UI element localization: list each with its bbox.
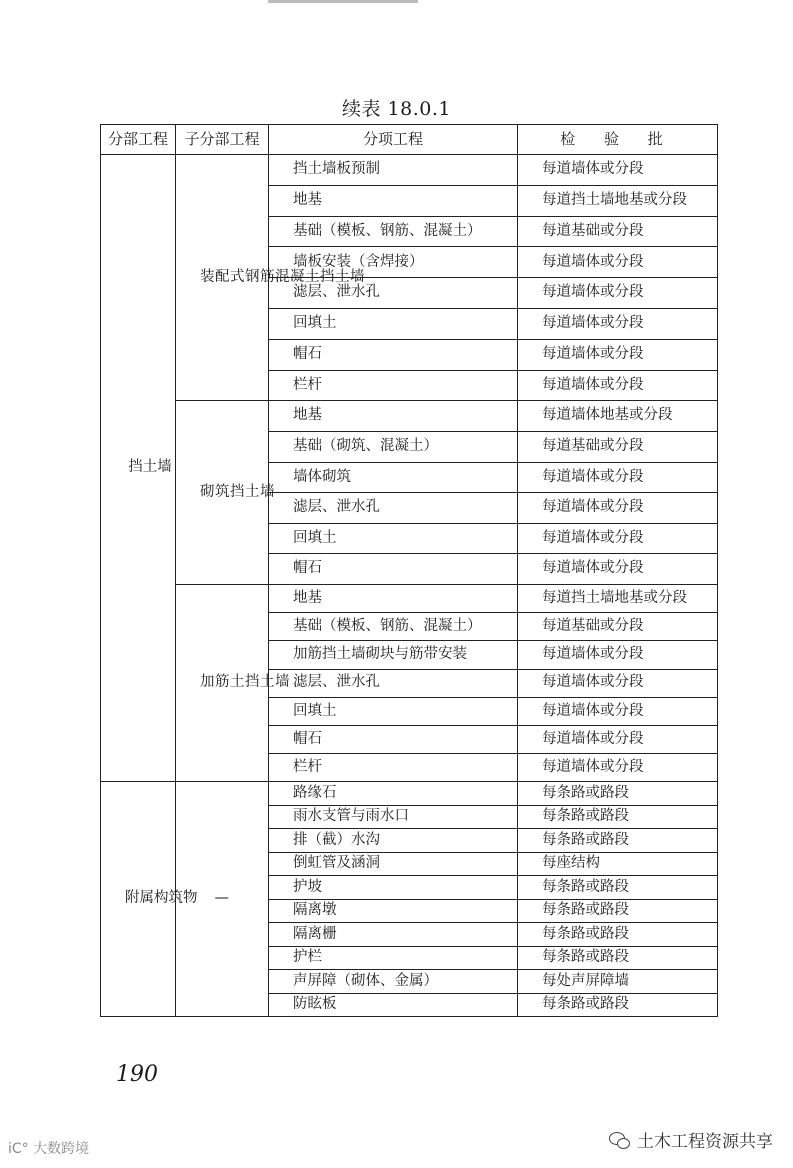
subdivision-cell: — bbox=[176, 782, 269, 1017]
batch-cell: 每道墙体或分段 bbox=[518, 308, 718, 339]
footer-watermark-text: 土木工程资源共享 bbox=[637, 1132, 773, 1152]
subdivision-cell: 加筋土挡土墙 bbox=[176, 584, 269, 781]
item-cell: 墙板安装（含焊接） bbox=[269, 247, 518, 278]
item-cell: 滤层、泄水孔 bbox=[269, 669, 518, 697]
batch-cell: 每条路或路段 bbox=[518, 876, 718, 900]
batch-cell: 每道基础或分段 bbox=[518, 431, 718, 462]
batch-cell: 每道墙体或分段 bbox=[518, 554, 718, 585]
batch-cell: 每道墙体或分段 bbox=[518, 278, 718, 309]
table-header-row bbox=[101, 125, 718, 155]
batch-cell: 每条路或路段 bbox=[518, 782, 718, 806]
item-cell: 地基 bbox=[269, 584, 518, 612]
batch-cell: 每道墙体或分段 bbox=[518, 247, 718, 278]
header-division: 分部工程 bbox=[101, 125, 176, 155]
item-cell: 基础（模板、钢筋、混凝土） bbox=[269, 216, 518, 247]
item-cell: 帽石 bbox=[269, 339, 518, 370]
inspection-batch-table bbox=[100, 124, 718, 1017]
item-cell: 排（截）水沟 bbox=[269, 829, 518, 853]
item-cell: 地基 bbox=[269, 401, 518, 432]
batch-cell: 每条路或路段 bbox=[518, 899, 718, 923]
item-cell: 加筋挡土墙砌块与筋带安装 bbox=[269, 641, 518, 669]
batch-cell: 每道墙体或分段 bbox=[518, 370, 718, 401]
batch-cell: 每道墙体或分段 bbox=[518, 493, 718, 524]
batch-cell: 每道墙体或分段 bbox=[518, 669, 718, 697]
table-row bbox=[101, 401, 718, 432]
item-cell: 滤层、泄水孔 bbox=[269, 493, 518, 524]
item-cell: 雨水支管与雨水口 bbox=[269, 805, 518, 829]
batch-cell: 每道墙体地基或分段 bbox=[518, 401, 718, 432]
batch-cell: 每道墙体或分段 bbox=[518, 155, 718, 186]
item-cell: 帽石 bbox=[269, 725, 518, 753]
item-cell: 基础（模板、钢筋、混凝土） bbox=[269, 613, 518, 641]
batch-cell: 每道墙体或分段 bbox=[518, 725, 718, 753]
batch-cell: 每道挡土墙地基或分段 bbox=[518, 584, 718, 612]
item-cell: 倒虹管及涵洞 bbox=[269, 852, 518, 876]
batch-cell: 每道墙体或分段 bbox=[518, 641, 718, 669]
item-cell: 路缘石 bbox=[269, 782, 518, 806]
batch-cell: 每道墙体或分段 bbox=[518, 339, 718, 370]
batch-cell: 每道墙体或分段 bbox=[518, 462, 718, 493]
footer-watermark-left: iC° 大数跨境 bbox=[8, 1141, 90, 1157]
batch-cell: 每道墙体或分段 bbox=[518, 523, 718, 554]
item-cell: 基础（砌筑、混凝土） bbox=[269, 431, 518, 462]
batch-cell: 每道挡土墙地基或分段 bbox=[518, 185, 718, 216]
batch-cell: 每条路或路段 bbox=[518, 946, 718, 970]
item-cell: 护栏 bbox=[269, 946, 518, 970]
item-cell: 栏杆 bbox=[269, 754, 518, 782]
footer-watermark-right bbox=[609, 1127, 773, 1152]
item-cell: 防眩板 bbox=[269, 993, 518, 1017]
table-row bbox=[101, 155, 718, 186]
item-cell: 隔离栅 bbox=[269, 923, 518, 947]
item-cell: 回填土 bbox=[269, 523, 518, 554]
batch-cell: 每道基础或分段 bbox=[518, 216, 718, 247]
subdivision-cell: 砌筑挡土墙 bbox=[176, 401, 269, 585]
division-cell: 挡土墙 bbox=[101, 155, 176, 782]
item-cell: 隔离墩 bbox=[269, 899, 518, 923]
wechat-icon bbox=[609, 1131, 631, 1149]
batch-cell: 每条路或路段 bbox=[518, 923, 718, 947]
item-cell: 回填土 bbox=[269, 697, 518, 725]
item-cell: 栏杆 bbox=[269, 370, 518, 401]
batch-cell: 每处声屏障墙 bbox=[518, 970, 718, 994]
batch-cell: 每条路或路段 bbox=[518, 829, 718, 853]
header-item: 分项工程 bbox=[269, 125, 518, 155]
item-cell: 滤层、泄水孔 bbox=[269, 278, 518, 309]
batch-cell: 每道墙体或分段 bbox=[518, 697, 718, 725]
item-cell: 帽石 bbox=[269, 554, 518, 585]
scan-top-mark bbox=[268, 0, 418, 3]
item-cell: 回填土 bbox=[269, 308, 518, 339]
item-cell: 地基 bbox=[269, 185, 518, 216]
item-cell: 护坡 bbox=[269, 876, 518, 900]
batch-cell: 每条路或路段 bbox=[518, 993, 718, 1017]
batch-cell: 每条路或路段 bbox=[518, 805, 718, 829]
item-cell: 声屏障（砌体、金属） bbox=[269, 970, 518, 994]
batch-cell: 每座结构 bbox=[518, 852, 718, 876]
batch-cell: 每道墙体或分段 bbox=[518, 754, 718, 782]
header-inspection-batch: 检 验 批 bbox=[518, 125, 718, 155]
page-number: 190 bbox=[116, 1062, 158, 1087]
division-cell: 附属构筑物 bbox=[101, 782, 176, 1017]
table-row bbox=[101, 782, 718, 806]
batch-cell: 每道基础或分段 bbox=[518, 613, 718, 641]
item-cell: 挡土墙板预制 bbox=[269, 155, 518, 186]
subdivision-cell: 装配式钢筋混凝土挡土墙 bbox=[176, 155, 269, 401]
header-subdivision: 子分部工程 bbox=[176, 125, 269, 155]
item-cell: 墙体砌筑 bbox=[269, 462, 518, 493]
table-row bbox=[101, 584, 718, 612]
table-title: 续表 18.0.1 bbox=[342, 98, 451, 120]
